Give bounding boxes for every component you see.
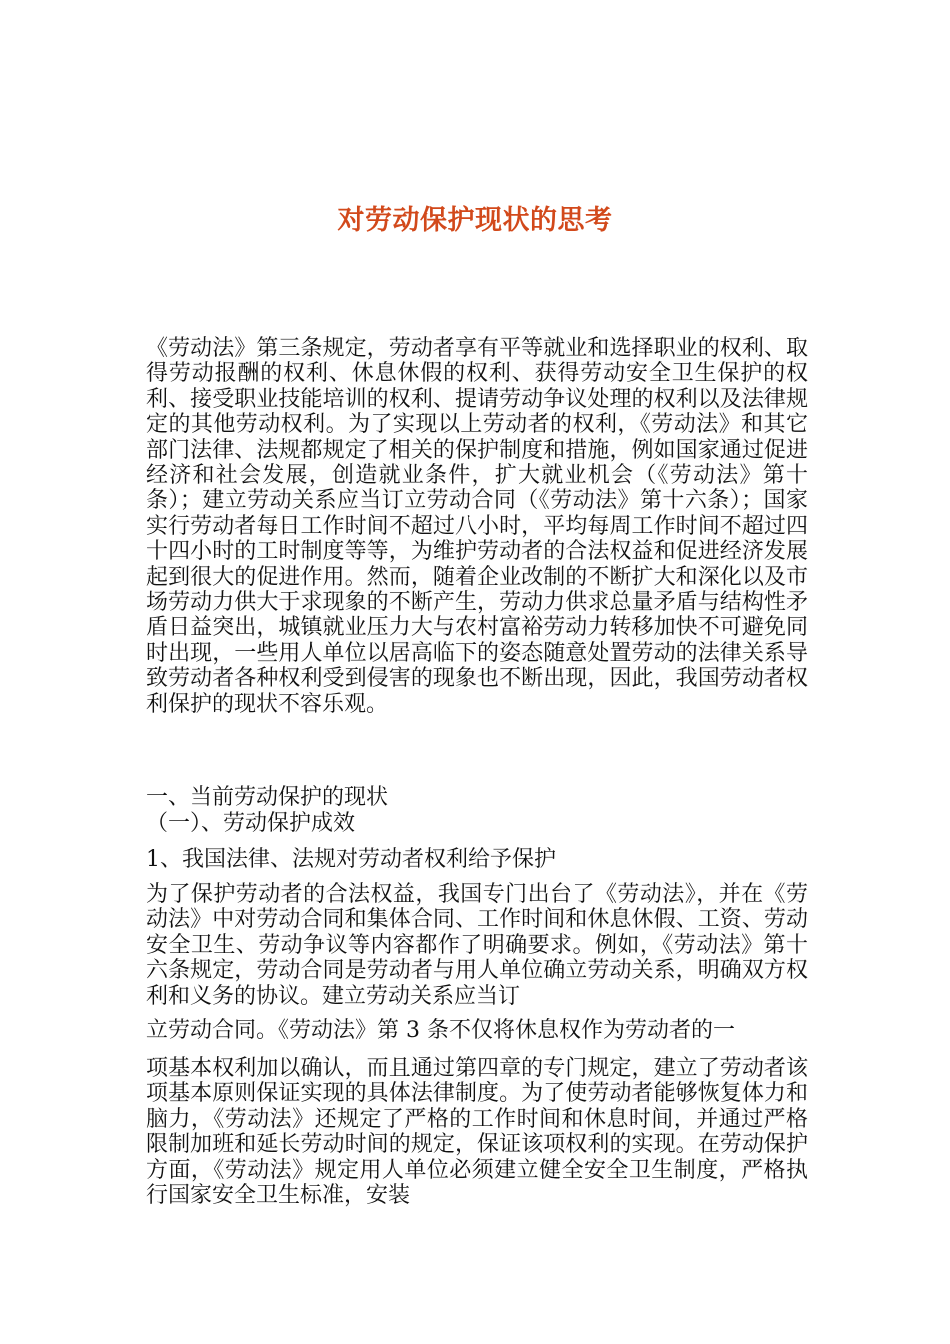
document-title: 对劳动保护现状的思考 [337, 205, 613, 236]
body-paragraph-2: 立劳动合同。《劳动法》第 3 条不仅将休息权作为劳动者的一 [146, 1018, 735, 1043]
body-paragraph-3: 项基本权利加以确认，而且通过第四章的专门规定，建立了劳动者该项基本原则保证实现的具体法律制度。为了使劳动者能够恢复体力和脑力，《劳动法》还规定了严格的工作时间和休息时间，并通过严格限制加班和延长劳动时间的规定，保证该项权利的实现。在劳动保护方面，《劳动法》规定用人单位必须建立健全安全卫生制度，严格执行国家安全卫生标准，安装 [146, 1056, 808, 1209]
subsection-heading: （一）、劳动保护成效 [146, 811, 356, 836]
section-heading: 一、当前劳动保护的现状 [146, 785, 389, 810]
body-paragraph-1: 为了保护劳动者的合法权益，我国专门出台了《劳动法》，并在《劳动法》中对劳动合同和集体合同、工作时间和休息休假、工资、劳动安全卫生、劳动争议等内容都作了明确要求。例如，《劳动法》第十六条规定，劳动合同是劳动者与用人单位确立劳动关系，明确双方权利和义务的协议。建立劳动关系应当订 [146, 882, 808, 1009]
item-heading: 1、我国法律、法规对劳动者权利给予保护 [146, 847, 556, 872]
intro-paragraph: 《劳动法》第三条规定，劳动者享有平等就业和选择职业的权利、取得劳动报酬的权利、休息休假的权利、获得劳动安全卫生保护的权利、接受职业技能培训的权利、提请劳动争议处理的权利以及法律规定的其他劳动权利。为了实现以上劳动者的权利，《劳动法》和其它部门法律、法规都规定了相关的保护制度和措施，例如国家通过促进经济和社会发展，创造就业条件，扩大就业机会（《劳动法》第十条）；建立劳动关系应当订立劳动合同（《劳动法》第十六条）；国家实行劳动者每日工作时间不超过八小时，平均每周工作时间不超过四十四小时的工时制度等等，为维护劳动者的合法权益和促进经济发展起到很大的促进作用。然而，随着企业改制的不断扩大和深化以及市场劳动力供大于求现象的不断产生，劳动力供求总量矛盾与结构性矛盾日益突出，城镇就业压力大与农村富裕劳动力转移加快不可避免同时出现，一些用人单位以居高临下的姿态随意处置劳动的法律关系导致劳动者各种权利受到侵害的现象也不断出现，因此，我国劳动者权利保护的现状不容乐观。 [146, 336, 808, 717]
